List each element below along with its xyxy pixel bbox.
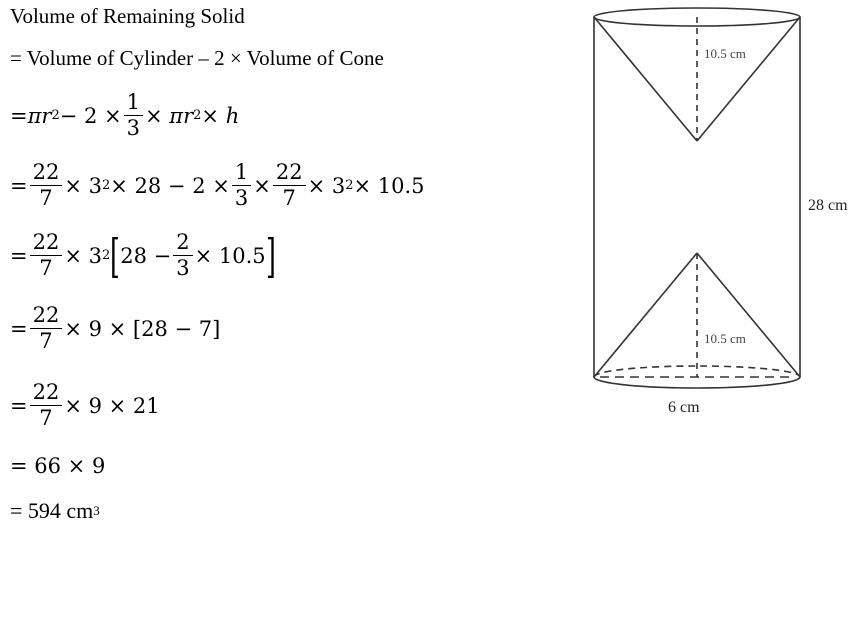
simplify-step: = $\frac{22}{7}$ × 9 × 21 [10, 380, 160, 430]
top-cone-edge [594, 17, 697, 141]
simplify-step: = $\frac{22}{7}$ × 9 × [28 − 7] [10, 303, 221, 353]
bottom-cone-height-label: 10.5 cm [704, 331, 746, 346]
substitution-step: = $\frac{22}{7}$ × 3 2 × 28 − 2 × $\frac{1}{3}$ × $\frac{22}{7}$ × 3 2 × 10.5 [10, 160, 425, 210]
fraction: $\frac{22}{7}$ [30, 382, 63, 429]
factor-step: = $\frac{22}{7}$ × 3 2 [ 28 − $\frac{2}{3}$ × 10.5 ] [10, 228, 276, 283]
final-answer: = 594 cm 3 [10, 498, 100, 523]
fraction: $\frac{1}{3}$ [232, 162, 251, 209]
solution-heading: Volume of Remaining Solid [10, 4, 245, 28]
bottom-cone-edge [697, 253, 800, 377]
fraction: $\frac{22}{7}$ [30, 162, 63, 209]
top-cone-edge [697, 17, 800, 141]
cylinder-height-label: 28 cm [808, 197, 848, 214]
fraction: $\frac{22}{7}$ [30, 305, 63, 352]
fraction: $\frac{22}{7}$ [30, 232, 63, 279]
fraction: $\frac{2}{3}$ [173, 232, 192, 279]
fraction: $\frac{1}{3}$ [124, 92, 143, 139]
diameter-label: 6 cm [668, 399, 700, 416]
product-step: = 66 × 9 [10, 454, 106, 478]
cylinder-bottom-front [594, 377, 800, 388]
word-equation: = Volume of Cylinder – 2 × Volume of Cone [10, 46, 384, 70]
bottom-cone-edge [594, 253, 697, 377]
top-cone-height-label: 10.5 cm [704, 46, 746, 61]
fraction: $\frac{22}{7}$ [273, 162, 306, 209]
formula-step: = πr 2 − 2 × $\frac{1}{3}$ × πr 2 × h [10, 90, 240, 140]
